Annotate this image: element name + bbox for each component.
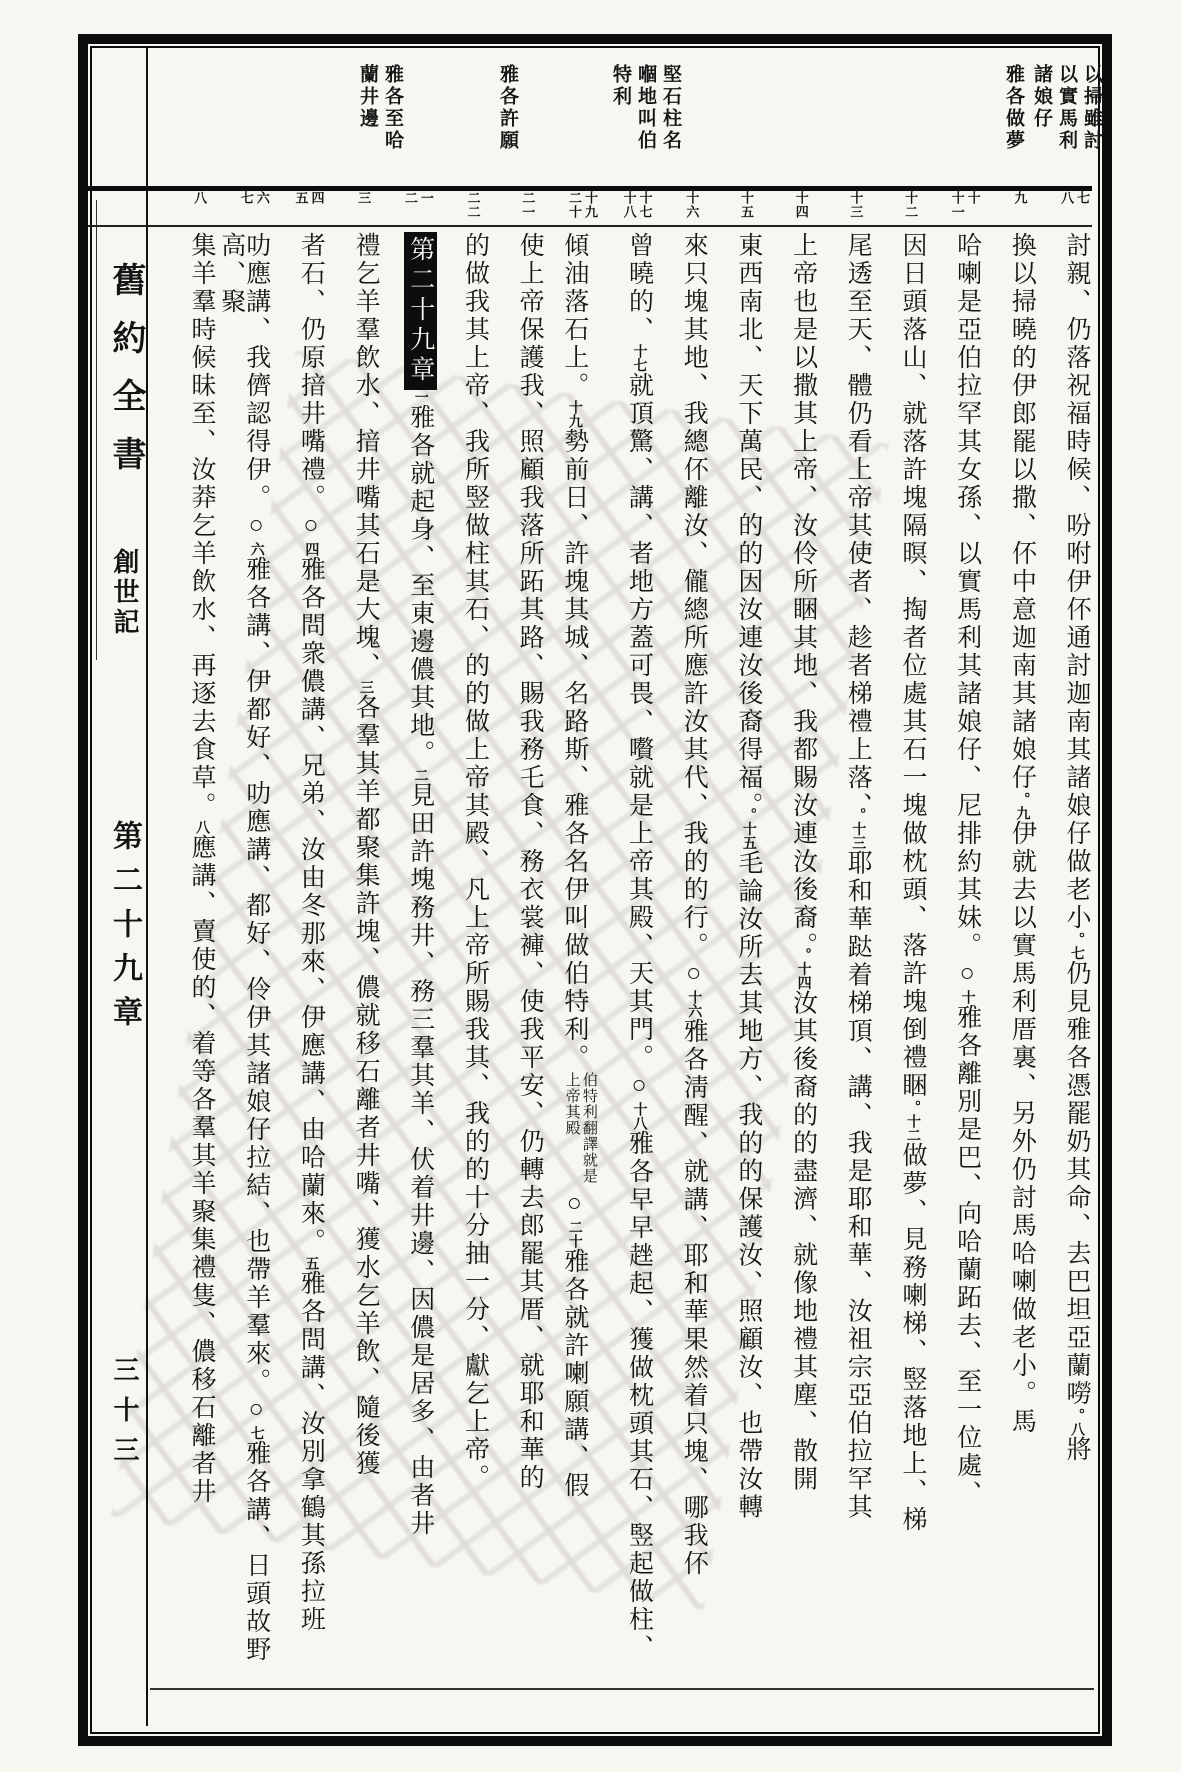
verse-number-inline: 。八 bbox=[1069, 1408, 1084, 1436]
text-column bbox=[665, 232, 720, 1684]
verse-number-inline: 。十三 bbox=[850, 807, 866, 850]
verse-number-inline: 十六 bbox=[686, 990, 702, 1018]
verse-band-cell bbox=[446, 191, 501, 224]
annotation-line: 蘭井邊 bbox=[357, 64, 378, 130]
section-title: 創世記 bbox=[110, 548, 139, 638]
scripture-text: 伊就去以實馬利厝裏、另外仍討馬哈喇做老小。馬 bbox=[1008, 820, 1036, 1436]
scripture-text: 哈喇是亞伯拉罕其女孫、以實馬利其諸娘仔、尼排約其妹。○ bbox=[953, 232, 981, 990]
annotation-line: 諸娘仔 bbox=[1031, 64, 1052, 130]
scripture-text: 雅各講、伊都好、叻應講、都好、伶伊其諸娘仔拉結、也帶羊羣來。○ bbox=[242, 556, 270, 1426]
verse-band-number: 十八 bbox=[621, 191, 637, 219]
verse-band-number: 五 bbox=[293, 191, 309, 205]
text-column bbox=[774, 232, 829, 1684]
verse-number-inline: 七 bbox=[248, 1426, 264, 1440]
scripture-text: 應講、賣使的、着等各羣其羊聚集禮隻、儂移石離者井 bbox=[188, 834, 215, 1506]
verse-band-cell bbox=[282, 191, 337, 224]
text-column bbox=[172, 232, 227, 1684]
verse-band-number: 二一 bbox=[520, 191, 536, 219]
verse-number-inline: 。十二 bbox=[904, 1100, 920, 1142]
verse-band-cell bbox=[610, 191, 665, 224]
verse-band-cell bbox=[719, 191, 774, 224]
verse-band-number: 八 bbox=[1059, 191, 1075, 205]
verse-band-number: 九 bbox=[1012, 191, 1028, 205]
scripture-text: 各羣其羊都聚集許塊、儂就移石離者井嘴、獲水乞羊飲、隨後獲 bbox=[352, 694, 380, 1478]
chapter-margin-label: 第二十九章 bbox=[108, 820, 141, 1040]
annotation-group bbox=[492, 64, 517, 152]
annotation-line: 雅各做夢 bbox=[1003, 64, 1024, 152]
annotation-group bbox=[998, 64, 1023, 152]
scripture-text: 使上帝保護我、照顧我落所跖其路、賜我務乇食、務衣裳褲、使我平安、仍轉去郎罷其厝、就耶和華的 bbox=[516, 232, 544, 1492]
text-column bbox=[883, 232, 938, 1684]
annotation-line: 特利 bbox=[610, 64, 631, 108]
verse-band-number: 十 bbox=[965, 191, 981, 205]
scripture-text: 雅各早早趖起、獲做枕頭其石、竪起做柱、 bbox=[625, 1130, 653, 1662]
verse-number-inline: 十九 bbox=[566, 400, 582, 428]
verse-band-number: 一 bbox=[418, 191, 434, 205]
verse-number-inline: 四 bbox=[303, 542, 319, 556]
verse-band-number: 十三 bbox=[848, 191, 864, 219]
verse-number-inline: 三 bbox=[358, 680, 374, 694]
text-column bbox=[829, 232, 884, 1684]
scripture-text: 雅各離別是巴、向哈蘭跖去、至一位處、 bbox=[953, 1004, 981, 1508]
verse-band-number: 三 bbox=[356, 191, 372, 205]
scripture-text: 叻應講、我儕認得伊。○ bbox=[242, 232, 270, 542]
scripture-text: 來只塊其地、我總伓離汝、儱總所應許汝其代、我的的行。○ bbox=[680, 232, 708, 990]
annotation-line: 雅各許願 bbox=[497, 64, 518, 152]
scripture-text: 耶和華跶着梯頂、講、我是耶和華、汝祖宗亞伯拉罕其 bbox=[844, 849, 872, 1522]
scripture-text: 雅各問講、汝別拿鶴其孫拉班 bbox=[297, 1270, 325, 1634]
verse-number-band bbox=[172, 191, 1102, 224]
verse-band-number: 二二 bbox=[465, 191, 481, 219]
annotation-group bbox=[1026, 64, 1101, 152]
verse-band-number: 四 bbox=[309, 191, 325, 205]
scripture-text: 曾曉的、 bbox=[625, 232, 653, 344]
verse-band-number: 二十 bbox=[566, 191, 582, 219]
scripture-text: 傾油落石上。 bbox=[560, 232, 588, 400]
verse-number-inline: 二 bbox=[412, 768, 428, 782]
scripture-text: 做夢、見務喇梯、竪落地上、梯 bbox=[898, 1142, 926, 1534]
scripture-text: 尾透至天、體仍看上帝其使者、趁者梯禮上落、 bbox=[844, 232, 872, 808]
text-column bbox=[555, 232, 610, 1684]
text-column bbox=[391, 232, 446, 1684]
text-column bbox=[446, 232, 501, 1684]
verse-band-cell bbox=[993, 191, 1048, 224]
text-column bbox=[719, 232, 774, 1684]
verse-number-inline: 。七 bbox=[1069, 932, 1084, 960]
scripture-text: 雅各就許喇願講、假 bbox=[560, 1248, 588, 1500]
chapter-heading-inverted: 第二十九章 bbox=[404, 232, 437, 390]
page-number: 三十三 bbox=[110, 1356, 139, 1476]
verse-band-cell bbox=[774, 191, 829, 224]
verse-band-number: 十二 bbox=[903, 191, 919, 219]
book-title: 舊約全書 bbox=[107, 262, 144, 494]
verse-number-inline: 十 bbox=[959, 990, 975, 1004]
verse-band-number: 七 bbox=[1075, 191, 1091, 205]
scripture-text: 仍見雅各憑罷奶其命、去巴坦亞蘭嘮 bbox=[1063, 960, 1090, 1408]
text-column bbox=[217, 232, 282, 1684]
verse-number-inline: 二十 bbox=[566, 1220, 582, 1248]
verse-band-cell bbox=[500, 191, 555, 224]
verse-number-inline: 。十五 bbox=[740, 807, 756, 850]
scripture-text: 集羊羣時候昧至、汝莽乞羊飲水、再逐去食草。 bbox=[188, 232, 215, 820]
verse-number-inline: 八 bbox=[194, 820, 209, 834]
interlinear-note: 伯特利翻譯就是上帝其殿 bbox=[563, 1072, 597, 1184]
scripture-text: 者石、仍原揞井嘴禮。○ bbox=[297, 232, 325, 542]
verse-band-number: 十九 bbox=[582, 191, 598, 219]
text-column bbox=[500, 232, 555, 1684]
scripture-text: 將 bbox=[1063, 1436, 1090, 1464]
annotation-line: 雅各至哈 bbox=[382, 64, 403, 152]
verse-band-cell bbox=[336, 191, 391, 224]
verse-band-cell bbox=[555, 191, 610, 224]
verse-band-number: 十六 bbox=[684, 191, 700, 219]
text-column bbox=[1047, 232, 1102, 1684]
verse-band-number: 六 bbox=[254, 191, 270, 205]
scripture-text: 雅各淸醒、就講、耶和華果然着只塊、哪我伓 bbox=[680, 1018, 708, 1578]
annotation-line: 以實馬利 bbox=[1056, 64, 1077, 152]
scripture-text: 汝其後裔的的盡濟、就像地禮其塵、散開 bbox=[789, 989, 817, 1494]
scripture-text: 雅各就起身、至東邊儂其地。 bbox=[406, 404, 434, 768]
scripture-text: 就頂驚、講、者地方蓋可畏、嚽就是上帝其殿、天其門。○ bbox=[625, 372, 653, 1102]
verse-number-inline: 五 bbox=[303, 1256, 319, 1270]
text-column bbox=[993, 232, 1048, 1684]
text-column bbox=[336, 232, 391, 1684]
scripture-text: 上帝也是以撒其上帝、汝伶所睏其地、我都賜汝連汝後裔。 bbox=[789, 232, 817, 948]
annotation-line: 堅石柱名 bbox=[660, 64, 681, 152]
verse-number-inline: 十七 bbox=[631, 344, 647, 372]
scripture-text: 毛論汝所去其地方、我的的保護汝、照顧汝、也帶汝轉 bbox=[734, 849, 762, 1522]
verse-band-number: 十一 bbox=[949, 191, 965, 219]
annotation-line: 以掃雖討 bbox=[1081, 64, 1102, 152]
scripture-text: 雅各講、日頭故野高、聚 bbox=[217, 232, 270, 1664]
verse-number-inline: 一 bbox=[412, 390, 428, 404]
header-rule-thin bbox=[88, 225, 1092, 227]
title-box-line bbox=[96, 200, 97, 660]
verse-number-inline: 六 bbox=[248, 542, 264, 556]
verse-band-number: 七 bbox=[238, 191, 254, 205]
scripture-text: 勢前日、許塊其城、名路斯、雅各名伊叫做伯特利。 bbox=[560, 428, 588, 1072]
scripture-text: 禮乞羊羣飲水、揞井嘴其石是大塊、 bbox=[352, 232, 380, 680]
scripture-text: 的做我其上帝、我所竪做柱其石、的的做上帝其殿、凡上帝所賜我其、我的的十分抽一分、獻乞上帝。 bbox=[461, 232, 489, 1492]
verse-band-cell bbox=[1047, 191, 1102, 224]
annotation-group bbox=[605, 64, 680, 152]
text-column bbox=[938, 232, 993, 1684]
scripture-text: 見田許塊務井、務三羣其羊、伏着井邊、因儂是居多、由者井 bbox=[406, 782, 434, 1538]
verse-band-cell bbox=[829, 191, 884, 224]
verse-band-cell bbox=[883, 191, 938, 224]
verse-band-cell bbox=[172, 191, 227, 224]
verse-band-number: 十七 bbox=[637, 191, 653, 219]
text-column bbox=[282, 232, 337, 1684]
scripture-text: 雅各問衆儂講、兄弟、汝由冬那來、伊應講、由哈蘭來。 bbox=[297, 556, 325, 1256]
verse-number-inline: 。十四 bbox=[795, 947, 811, 990]
verse-band-number: 十五 bbox=[739, 191, 755, 219]
verse-band-cell bbox=[391, 191, 446, 224]
scripture-text: 因日頭落山、就落許塊隔暝、掏者位處其石一塊做枕頭、落許塊倒禮睏 bbox=[898, 232, 926, 1100]
scripture-text-area bbox=[172, 232, 1102, 1684]
scripture-text: 換以掃曉的伊郎罷以撒、伓中意迦南其諸娘仔 bbox=[1008, 232, 1036, 792]
verse-number-inline: 。九 bbox=[1014, 792, 1030, 820]
verse-band-number: 二 bbox=[402, 191, 418, 205]
verse-band-number: 十四 bbox=[793, 191, 809, 219]
verse-band-number: 八 bbox=[192, 191, 208, 205]
annotation-line: 嗰地叫伯 bbox=[635, 64, 656, 152]
verse-band-cell bbox=[938, 191, 993, 224]
text-column bbox=[610, 232, 665, 1684]
scripture-text: 東西南北、天下萬民、的的因汝連汝後裔得福。 bbox=[734, 232, 762, 808]
scripture-text: 討親、仍落祝福時候、吩咐伊伓通討迦南其諸娘仔做老小 bbox=[1063, 232, 1090, 932]
verse-number-inline: 十八 bbox=[631, 1102, 647, 1130]
footer-rule bbox=[150, 1688, 1094, 1690]
verse-band-cell bbox=[227, 191, 282, 224]
verse-band-cell bbox=[665, 191, 720, 224]
scripture-text: ○ bbox=[560, 1190, 588, 1220]
annotation-group bbox=[352, 64, 402, 152]
